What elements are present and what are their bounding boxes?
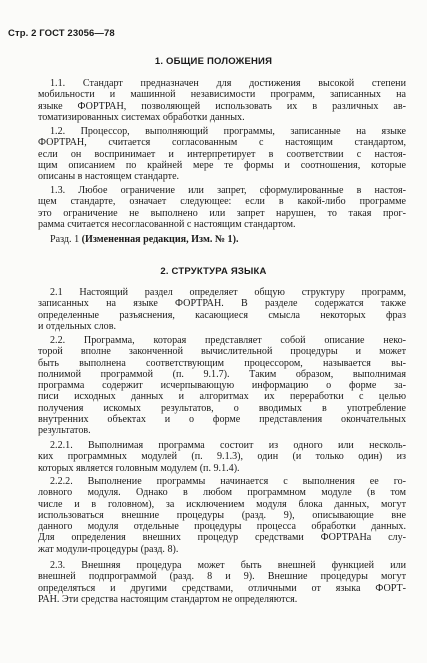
text-line: 2.2.2. Выполнение программы начинается с выполнения ее го- <box>50 476 406 487</box>
text-line: внешней подпрограммой (разд. 8 и 9). Внешние процедуры могут <box>38 571 406 583</box>
text-line: РАН. Эти средства настоящим стандартом не определяются. <box>38 593 298 605</box>
paragraph-2-2 <box>38 335 406 437</box>
text-line: языке ФОРТРАН, позволяющей использовать их в различных ав- <box>38 100 406 112</box>
text-line: щим описанием по крайней мере те формы и соотношения, которые <box>38 159 406 171</box>
text-line: 2.2. Программа, которая представляет собой описание неко- <box>50 335 406 346</box>
section-1-title: 1. ОБЩИЕ ПОЛОЖЕНИЯ <box>154 56 273 67</box>
text-line: получения искомых результатов, о вводимых в употребление <box>38 402 406 414</box>
text-line: если он воспринимает и интерпретирует в соответствии с настоя- <box>38 148 406 160</box>
paragraph-1-3 <box>38 185 406 230</box>
page-header: Стр. 2 ГОСТ 23056—78 <box>8 28 115 39</box>
text-line: торой вполне законченной вычислительной процедуры и может <box>38 346 406 358</box>
text-line: описаны в настоящем стандарте. <box>38 171 180 183</box>
text-line: писи исходных данных и алгоритмах их переработки с целью <box>38 391 406 403</box>
text-line: ловного модуля. Однако в любом программном модуле (в том <box>38 487 406 499</box>
paragraph-2-3 <box>38 560 406 605</box>
amendment-note <box>38 234 406 245</box>
text-line: 2.3. Внешняя процедура может быть внешней функцией или <box>50 560 406 571</box>
text-line: томатизированных системах обработки данных. <box>38 111 245 123</box>
text-line: быть выполнена соответствующим процессором, называется вы- <box>38 357 406 369</box>
text-line: Для определения внешних процедур средствами ФОРТРАНа слу- <box>38 532 406 544</box>
text-line: полнимой программой (п. 9.1.7). Таким образом, выполнимая <box>38 368 406 380</box>
text-line: которых является головным модулем (п. 9.1.4). <box>38 462 240 474</box>
text-line: мобильности и машинной независимости программ, записанных на <box>38 89 406 101</box>
text-line: данного модуля отдельные процедуры процесса обработки данных. <box>38 521 406 533</box>
text-line: 1.2. Процессор, выполняющий программы, записанные на языке <box>50 126 406 137</box>
text-line: результатов. <box>38 425 91 437</box>
paragraph-1-1 <box>38 78 406 123</box>
text-line: определенные разъяснения, касающиеся смысла некоторых фраз <box>38 309 406 321</box>
text-line: внутренних объектах и о форме представления окончательных <box>38 414 406 426</box>
text-line: программа содержит исчерпывающую информацию о форме за- <box>38 380 406 392</box>
text-line: рамма считается несогласованной с настоящим стандартом. <box>38 218 296 230</box>
text-line: 2.2.1. Выполнимая программа состоит из одного или несколь- <box>50 440 406 451</box>
paragraph-2-2-2 <box>38 476 406 555</box>
text-line: и отдельных слов. <box>38 320 116 332</box>
paragraph-2-1 <box>38 287 406 332</box>
text-line: ких программных модулей (п. 9.1.3), один (и только один) из <box>38 451 406 463</box>
amendment-bold: (Измененная редакция, Изм. № 1). <box>81 234 239 245</box>
text-line: жат модули-процедуры (разд. 8). <box>38 543 179 555</box>
amendment-prefix: Разд. 1 <box>50 234 80 245</box>
section-2-title: 2. СТРУКТУРА ЯЗЫКА <box>160 266 267 277</box>
text-line: определяться и другими средствами, отличными от языка ФОРТ- <box>38 582 406 594</box>
text-line: 1.3. Любое ограничение или запрет, сформулированные в настоя- <box>50 185 406 196</box>
paragraph-1-2 <box>38 126 406 182</box>
paragraph-2-2-1 <box>38 440 406 474</box>
text-line: числе и в головном), за исключением модуля блока данных, могут <box>38 498 406 510</box>
text-line: ФОРТРАН, считается согласованным с настоящим стандартом, <box>38 137 406 149</box>
text-line: 1.1. Стандарт предназначен для достижения высокой степени <box>50 78 406 89</box>
text-line: щем стандарте, означает следующее: если в какой-либо программе <box>38 196 406 208</box>
text-line: это ограничение не выполнено или запрет нарушен, то такая прог- <box>38 207 406 219</box>
text-line: записанных на языке ФОРТРАН. В разделе содержатся также <box>38 298 406 310</box>
text-line: 2.1 Настоящий раздел определяет общую структуру программ, <box>50 287 406 298</box>
text-line <box>38 234 406 245</box>
text-line: использоваться внешние процедуры (разд. 9), описывающие вне <box>38 509 406 521</box>
